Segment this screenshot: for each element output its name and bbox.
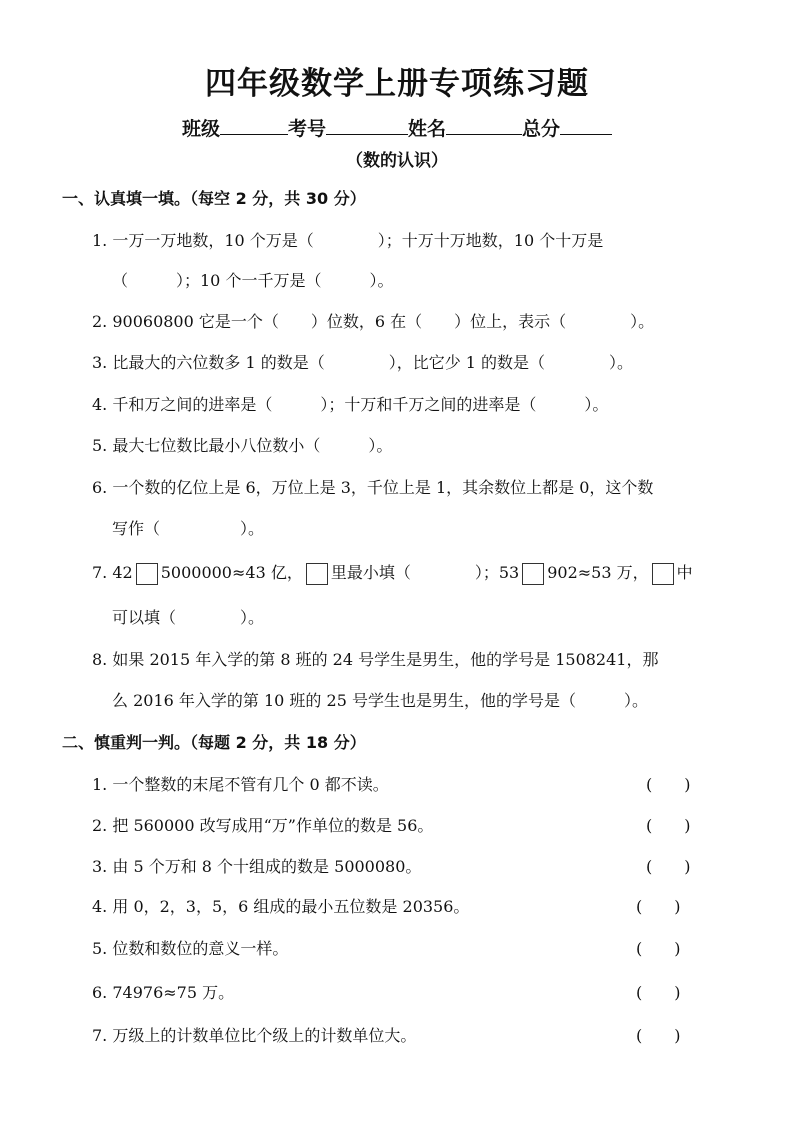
judge-item-5: 5. 位数和数位的意义一样。 [92, 939, 289, 958]
question-4: 4. 千和万之间的进率是（ ）；十万和千万之间的进率是（ ）。 [92, 395, 609, 414]
number-label: 考号 [287, 118, 326, 140]
question-6-line1: 6. 一个数的亿位上是 6，万位上是 3，千位上是 1，其余数位上都是 0，这个数 [92, 478, 654, 497]
name-label: 姓名 [408, 118, 447, 140]
question-3: 3. 比最大的六位数多 1 的数是（ ），比它少 1 的数是（ ）。 [92, 353, 634, 372]
judge-answer-1[interactable]: ( ) [646, 775, 691, 794]
subtitle: （数的认识） [346, 151, 448, 171]
judge-answer-5[interactable]: ( ) [636, 939, 681, 958]
judge-item-1: 1. 一个整数的末尾不管有几个 0 都不读。 [92, 775, 389, 794]
judge-item-4: 4. 用 0，2，3，5，6 组成的最小五位数是 20356。 [92, 897, 470, 916]
question-1-line1: 1. 一万一万地数，10 个万是（ ）；十万十万地数，10 个十万是 [92, 231, 604, 250]
question-8-line1: 8. 如果 2015 年入学的第 8 班的 24 号学生是男生，他的学号是 1508241，那 [92, 650, 659, 669]
question-7-line1 [92, 560, 693, 585]
page-title: 四年级数学上册专项练习题 [205, 66, 589, 102]
question-5: 5. 最大七位数比最小八位数小（ ）。 [92, 436, 393, 455]
class-blank[interactable] [220, 116, 288, 135]
q7-part5: 中 [676, 563, 693, 582]
judge-item-7: 7. 万级上的计数单位比个级上的计数单位大。 [92, 1026, 417, 1045]
q7-box-4[interactable] [652, 563, 674, 585]
name-blank[interactable] [446, 116, 522, 135]
judge-answer-4[interactable]: ( ) [636, 897, 681, 916]
student-info-line [0, 114, 794, 141]
section1-heading [62, 186, 366, 209]
section2-title: 二、慎重判一判。 [62, 733, 191, 752]
class-label: 班级 [181, 118, 220, 140]
judge-answer-7[interactable]: ( ) [636, 1026, 681, 1045]
question-1-line2: （ ）；10 个一千万是（ ）。 [112, 271, 394, 290]
q7-part4: 902≈53 万， [547, 563, 649, 582]
judge-item-3: 3. 由 5 个万和 8 个十组成的数是 5000080。 [92, 857, 422, 876]
score-blank[interactable] [560, 116, 612, 135]
judge-item-2: 2. 把 560000 改写成用“万”作单位的数是 56。 [92, 816, 434, 835]
q7-box-1[interactable] [136, 563, 158, 585]
number-blank[interactable] [326, 116, 408, 135]
q7-box-2[interactable] [306, 563, 328, 585]
judge-answer-6[interactable]: ( ) [636, 983, 681, 1002]
question-8-line2: 么 2016 年入学的第 10 班的 25 号学生也是男生，他的学号是（ ）。 [112, 691, 648, 710]
question-6-line2: 写作（ ）。 [112, 519, 265, 538]
section1-title: 一、认真填一填。 [62, 189, 191, 208]
q7-box-3[interactable] [522, 563, 544, 585]
judge-item-6: 6. 74976≈75 万。 [92, 983, 235, 1002]
q7-part3: 里最小填（ ）；53 [330, 563, 520, 582]
judge-answer-3[interactable]: ( ) [646, 857, 691, 876]
score-label: 总分 [522, 118, 561, 140]
section1-note: （每空 2 分，共 30 分） [190, 189, 366, 208]
q7-part2: 5000000≈43 亿， [160, 563, 303, 582]
judge-answer-2[interactable]: ( ) [646, 816, 691, 835]
section2-note: （每题 2 分，共 18 分） [190, 733, 366, 752]
section2-heading [62, 730, 366, 753]
q7-part1: 7. 42 [92, 563, 133, 582]
question-7-line2: 可以填（ ）。 [112, 608, 265, 627]
question-2: 2. 90060800 它是一个（ ）位数，6 在（ ）位上，表示（ ）。 [92, 312, 655, 331]
